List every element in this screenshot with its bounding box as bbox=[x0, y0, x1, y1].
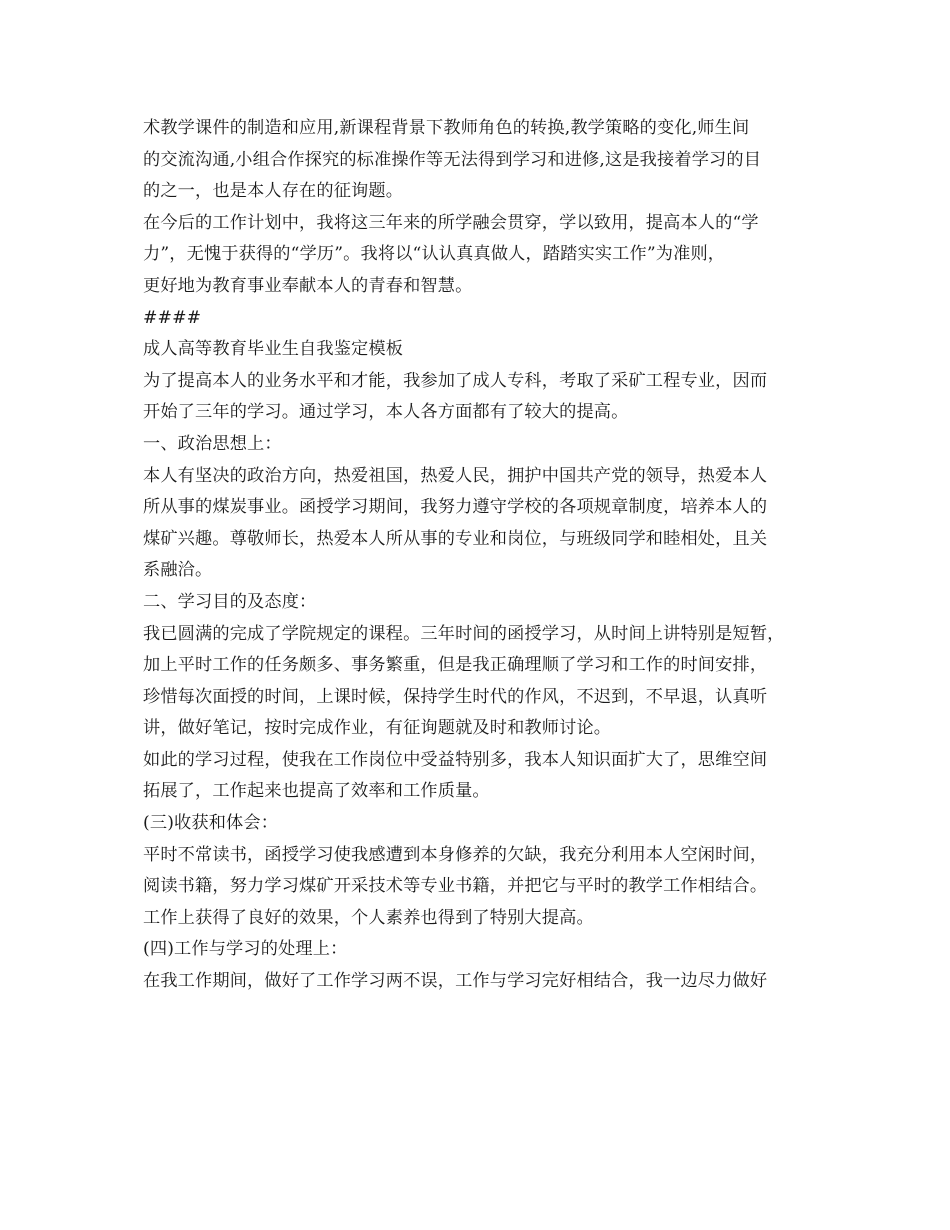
text-line: 我已圆满的完成了学院规定的课程。三年时间的函授学习，从时间上讲特别是短暂， bbox=[143, 623, 785, 644]
text-line: 术教学课件的制造和应用,新课程背景下教师角色的转换,教学策略的变化,师生间 bbox=[143, 118, 750, 138]
text-line: 本人有坚决的政治方向，热爱祖国，热爱人民，拥护中国共产党的领导，热爱本人 bbox=[143, 465, 768, 486]
document-title: 成人高等教育毕业生自我鉴定模板 bbox=[143, 339, 404, 360]
text-line: 为了提高本人的业务水平和才能，我参加了成人专科，考取了采矿工程专业，因而 bbox=[143, 370, 768, 391]
text-line: 阅读书籍，努力学习煤矿开采技术等专业书籍，并把它与平时的教学工作相结合。 bbox=[143, 876, 768, 897]
document-page bbox=[143, 113, 823, 998]
text-line: 讲，做好笔记，按时完成作业，有征询题就及时和教师讨论。 bbox=[143, 718, 612, 739]
text-line: 煤矿兴趣。尊敬师长，热爱本人所从事的专业和岗位，与班级同学和睦相处，且关 bbox=[143, 528, 768, 549]
text-line: 的之一，也是本人存在的征询题。 bbox=[143, 181, 404, 202]
text-line: 开始了三年的学习。通过学习，本人各方面都有了较大的提高。 bbox=[143, 402, 629, 423]
text-line: 在我工作期间，做好了工作学习两不误，工作与学习完好相结合，我一边尽力做好 bbox=[143, 971, 768, 992]
text-line: 在今后的工作计划中，我将这三年来的所学融会贯穿，学以致用，提高本人的“学 bbox=[143, 212, 759, 233]
text-line: 工作上获得了良好的效果，个人素养也得到了特别大提高。 bbox=[143, 907, 594, 928]
text-line: 的交流沟通,小组合作探究的标准操作等无法得到学习和进修,这是我接着学习的目 bbox=[143, 149, 762, 170]
text-line: 力”，无愧于获得的“学历”。我将以“认认真真做人，踏踏实实工作”为准则， bbox=[143, 244, 726, 265]
text-line: 如此的学习过程，使我在工作岗位中受益特别多，我本人知识面扩大了，思维空间 bbox=[143, 749, 768, 770]
section-heading: (四)工作与学习的处理上： bbox=[143, 939, 348, 960]
text-line: 所从事的煤炭事业。函授学习期间，我努力遵守学校的各项规章制度，培养本人的 bbox=[143, 497, 768, 518]
text-line: 加上平时工作的任务颇多、事务繁重，但是我正确理顺了学习和工作的时间安排， bbox=[143, 655, 768, 676]
section-separator: #### bbox=[143, 307, 202, 328]
text-line: 更好地为教育事业奉献本人的青春和智慧。 bbox=[143, 275, 473, 296]
text-line: 拓展了，工作起来也提高了效率和工作质量。 bbox=[143, 781, 490, 802]
text-line: 平时不常读书，函授学习使我感遭到本身修养的欠缺，我充分利用本人空闲时间， bbox=[143, 844, 768, 865]
section-heading: (三)收获和体会： bbox=[143, 813, 279, 834]
text-line: 珍惜每次面授的时间，上课时候，保持学生时代的作风，不迟到，不早退，认真听 bbox=[143, 686, 768, 707]
section-heading: 一、政治思想上： bbox=[143, 433, 282, 454]
text-line: 系融洽。 bbox=[143, 560, 213, 581]
section-heading: 二、学习目的及态度： bbox=[143, 591, 317, 612]
